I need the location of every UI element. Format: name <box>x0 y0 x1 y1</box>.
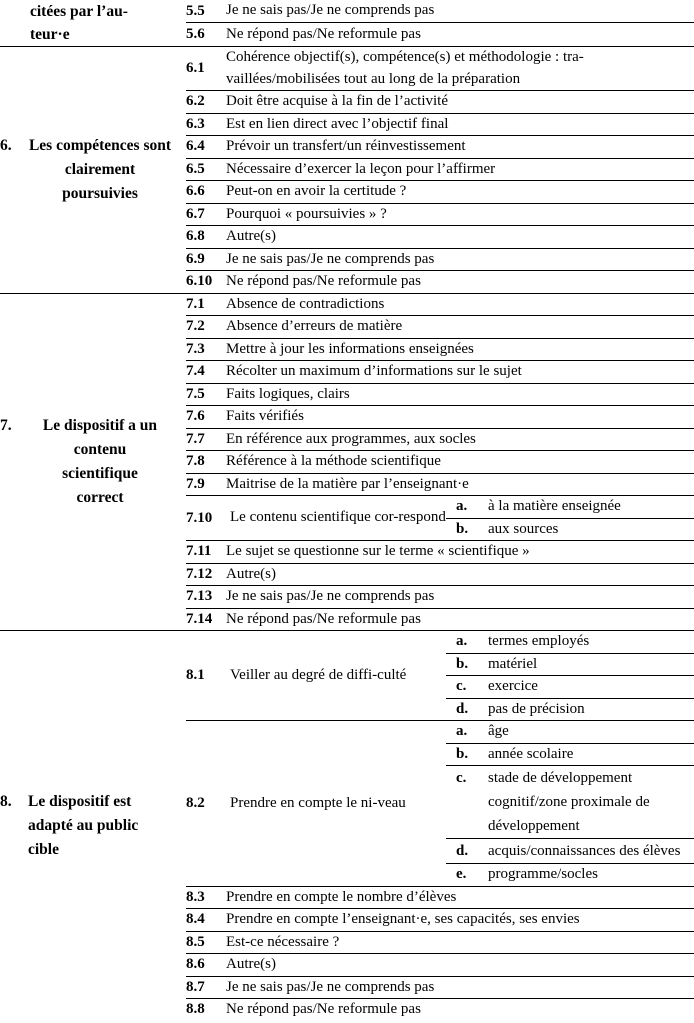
row-num: 5.6 <box>186 23 226 47</box>
category-5-label: citées par l’au- teur·e <box>30 3 128 43</box>
option-letter: b. <box>456 655 469 672</box>
row-label: Prendre en compte le ni-veau <box>230 794 406 811</box>
row-label: Ne répond pas/Ne reformule pas <box>226 610 421 627</box>
option-item <box>446 766 694 839</box>
row-num: 7.3 <box>186 338 226 361</box>
row-num: 7.7 <box>186 428 226 451</box>
row-label: Référence à la méthode scientifique <box>226 451 694 474</box>
option-item <box>446 676 694 699</box>
row-num: 6.4 <box>186 136 226 159</box>
row-num: 7.5 <box>186 383 226 406</box>
row-label: Autre(s) <box>226 226 694 249</box>
category-7-number: 7. <box>0 416 12 434</box>
row-num: 7.12 <box>186 563 226 586</box>
row-num: 8.4 <box>186 909 226 932</box>
category-8-label: Le dispositif est adapté au public cible <box>28 792 139 858</box>
row-label: Maitrise de la matière par l’enseignant·e <box>226 473 694 496</box>
row-label: Est-ce nécessaire ? <box>226 931 694 954</box>
option-letter: a. <box>456 633 468 649</box>
row-num: 6.3 <box>186 113 226 136</box>
row-num: 8.6 <box>186 954 226 977</box>
row-num: 5.5 <box>186 0 226 23</box>
row-num: 6.10 <box>186 273 213 290</box>
option-text: année scolaire <box>488 745 574 762</box>
row-label: Veiller au degré de diffi-culté <box>230 666 407 683</box>
row-num: 8.1 <box>186 631 226 721</box>
row-8-1-cell <box>226 631 694 721</box>
row-label: Récolter un maximum d’informations sur le sujet <box>226 361 694 384</box>
row-num: 6.1 <box>186 47 226 91</box>
option-letter: c. <box>456 770 467 786</box>
row-num: 8.3 <box>186 886 226 909</box>
row-7-10-cell <box>226 496 694 541</box>
option-item <box>446 744 694 767</box>
option-item <box>446 721 694 744</box>
category-8-cell <box>0 631 186 1021</box>
row-label: En référence aux programmes, aux socles <box>226 428 694 451</box>
option-text: acquis/connaissances des élèves <box>488 843 681 859</box>
option-text: pas de précision <box>488 700 585 717</box>
row-label: Absence de contradictions <box>226 293 694 316</box>
row-num: 7.9 <box>186 473 226 496</box>
row-label: Doit être acquise à la fin de l’activité <box>226 91 694 114</box>
row-label: Ne répond pas/Ne reformule pas <box>226 1001 421 1017</box>
row-7-10-options <box>446 496 694 540</box>
row-label: Prendre en compte le nombre d’élèves <box>226 886 694 909</box>
row-label: Faits vérifiés <box>226 406 694 429</box>
row-label: Je ne sais pas/Je ne comprends pas <box>226 586 694 609</box>
option-item <box>446 699 694 721</box>
row-num: 6.9 <box>186 248 226 271</box>
row-num: 7.13 <box>186 586 226 609</box>
row-label: Absence d’erreurs de matière <box>226 316 694 339</box>
row-label: Je ne sais pas/Je ne comprends pas <box>226 248 694 271</box>
row-label: Le contenu scientifique cor-respond <box>230 509 446 526</box>
row-num: 6.2 <box>186 91 226 114</box>
row-8-1-options <box>446 631 694 720</box>
row-num: 7.14 <box>186 610 213 627</box>
row-label: Le sujet se questionne sur le terme « scientifique » <box>226 541 694 564</box>
row-label: Autre(s) <box>226 563 694 586</box>
row-label: Peut-on en avoir la certitude ? <box>226 181 694 204</box>
category-5-cell <box>0 0 186 47</box>
row-label: Faits logiques, clairs <box>226 383 694 406</box>
category-7-label: Le dispositif a un contenu scientifique correct <box>42 416 158 506</box>
option-letter: e. <box>456 866 467 882</box>
row-num: 7.2 <box>186 316 226 339</box>
option-letter: a. <box>456 723 468 739</box>
option-item <box>446 654 694 677</box>
row-num: 7.8 <box>186 451 226 474</box>
row-num: 6.5 <box>186 158 226 181</box>
row-num: 7.6 <box>186 406 226 429</box>
row-label: Pourquoi « poursuivies » ? <box>226 203 694 226</box>
option-text: âge <box>488 723 509 739</box>
option-text: matériel <box>488 655 538 672</box>
row-label: Ne répond pas/Ne reformule pas <box>226 273 421 289</box>
option-item <box>446 864 694 886</box>
row-label: Je ne sais pas/Je ne comprends pas <box>226 0 694 23</box>
row-label: Est en lien direct avec l’objectif final <box>226 113 694 136</box>
row-num: 8.7 <box>186 976 226 999</box>
option-letter: c. <box>456 678 467 694</box>
category-6-number: 6. <box>0 136 12 154</box>
option-item <box>446 631 694 654</box>
option-letter: d. <box>456 700 469 717</box>
row-label: Mettre à jour les informations enseignées <box>226 338 694 361</box>
option-text: stade de développement cognitif/zone proximale de développement <box>488 770 650 834</box>
row-label: Je ne sais pas/Je ne comprends pas <box>226 976 694 999</box>
option-text: termes employés <box>488 633 590 649</box>
row-label: Autre(s) <box>226 954 694 977</box>
row-num: 6.7 <box>186 203 226 226</box>
row-num: 7.11 <box>186 541 226 564</box>
category-8-number: 8. <box>0 792 12 810</box>
option-letter: a. <box>456 498 468 514</box>
option-letter: d. <box>456 843 469 859</box>
row-label: Cohérence objectif(s), compétence(s) et méthodologie : tra-vaillées/mobilisées tout au long de la préparation <box>226 47 694 91</box>
option-item <box>446 519 694 541</box>
option-letter: b. <box>456 745 469 762</box>
category-6-cell <box>0 47 186 294</box>
option-text: à la matière enseignée <box>488 498 621 514</box>
option-item <box>446 839 694 864</box>
row-label: Ne répond pas/Ne reformule pas <box>226 23 694 47</box>
category-6-label: Les compétences sont clairement poursuivies <box>28 136 172 202</box>
category-7-cell <box>0 293 186 631</box>
option-text: aux sources <box>488 520 559 537</box>
row-num: 7.1 <box>186 293 226 316</box>
option-letter: b. <box>456 520 469 537</box>
option-item <box>446 496 694 519</box>
row-8-2-cell <box>226 721 694 887</box>
row-num: 6.8 <box>186 226 226 249</box>
option-text: programme/socles <box>488 866 598 882</box>
option-text: exercice <box>488 678 538 694</box>
row-num: 7.4 <box>186 361 226 384</box>
row-num: 6.6 <box>186 181 226 204</box>
row-label: Prévoir un transfert/un réinvestissement <box>226 136 694 159</box>
row-label: Nécessaire d’exercer la leçon pour l’affirmer <box>226 158 694 181</box>
row-num: 8.8 <box>186 1001 205 1018</box>
row-label: Prendre en compte l’enseignant·e, ses capacités, ses envies <box>226 909 694 932</box>
row-num: 7.10 <box>186 496 226 541</box>
row-8-2-options <box>446 721 694 886</box>
row-num: 8.5 <box>186 931 226 954</box>
row-num: 8.2 <box>186 721 226 887</box>
